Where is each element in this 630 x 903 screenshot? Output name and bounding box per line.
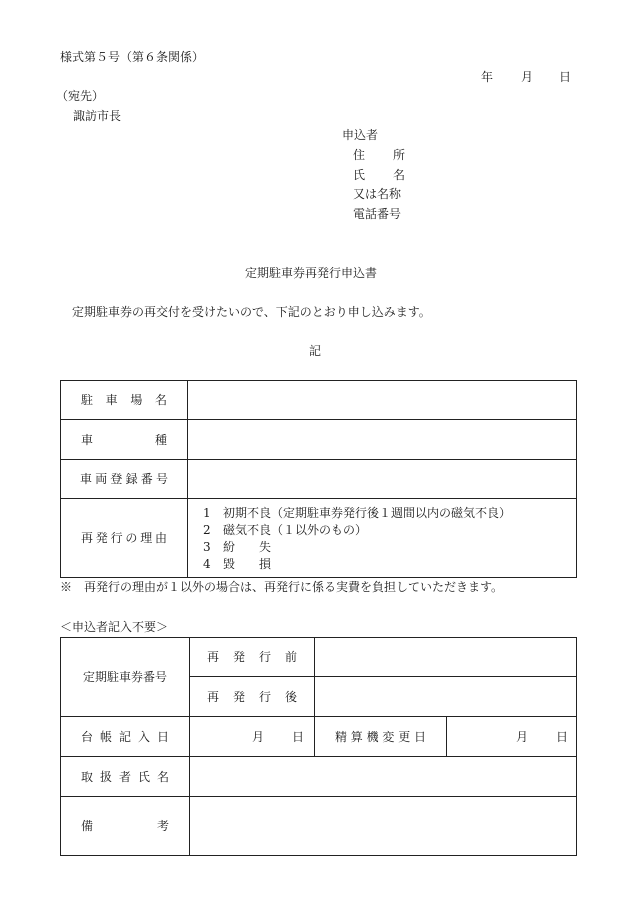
name-label: 氏 名 — [353, 168, 405, 182]
date-month-label: 月 — [521, 70, 534, 84]
remarks-field[interactable] — [190, 797, 577, 856]
before-reissue-field[interactable] — [315, 638, 577, 677]
application-table — [60, 380, 577, 578]
reissue-reason-label: 再 発 行 の 理 由 — [61, 499, 188, 578]
ticket-number-label: 定期駐車券番号 — [61, 638, 190, 717]
intro-text: 定期駐車券の再交付を受けたいので、下記のとおり申し込みます。 — [72, 305, 431, 319]
reason-option[interactable]: 3 紛 失 — [203, 539, 272, 554]
mayor-label: 諏訪市長 — [73, 109, 122, 123]
machine-change-date-field[interactable]: 月 日 — [447, 717, 577, 757]
phone-label: 電話番号 — [353, 207, 402, 221]
vehicle-type-field[interactable] — [188, 420, 577, 460]
office-use-only-label: ＜申込者記入不要＞ — [60, 620, 169, 634]
form-number: 様式第５号（第６条関係） — [60, 50, 205, 64]
registration-number-label: 車 両 登 録 番 号 — [61, 460, 188, 499]
ki-label: 記 — [309, 344, 322, 358]
after-reissue-label: 再 発 行 後 — [190, 677, 315, 717]
vehicle-type-label: 車 種 — [61, 420, 188, 460]
remarks-label: 備 考 — [61, 797, 190, 856]
ledger-entry-date-field[interactable]: 月 日 — [190, 717, 315, 757]
office-use-table — [60, 637, 577, 856]
document-title: 定期駐車券再発行申込書 — [245, 266, 378, 280]
handler-name-label: 取 扱 者 氏 名 — [61, 757, 190, 797]
date-year-label: 年 — [481, 70, 494, 84]
org-name-label: 又は名称 — [353, 187, 402, 201]
before-reissue-label: 再 発 行 前 — [190, 638, 315, 677]
date-day-label: 日 — [559, 70, 572, 84]
machine-change-date-label: 精 算 機 変 更 日 — [315, 717, 447, 757]
ledger-entry-date-label: 台 帳 記 入 日 — [61, 717, 190, 757]
reissue-reason-options — [188, 499, 577, 578]
registration-number-field[interactable] — [188, 460, 577, 499]
cost-note: ※ 再発行の理由が１以外の場合は、再発行に係る実費を負担していただきます。 — [60, 580, 504, 594]
reason-option[interactable]: 2 磁気不良（１以外のもの） — [203, 522, 368, 537]
handler-name-field[interactable] — [190, 757, 577, 797]
address-label: 住 所 — [353, 148, 405, 162]
parking-name-field[interactable] — [188, 381, 577, 420]
reason-option[interactable]: 1 初期不良（定期駐車券発行後１週間以内の磁気不良） — [203, 505, 512, 520]
after-reissue-field[interactable] — [315, 677, 577, 717]
addressee-label: （宛先） — [56, 89, 105, 103]
applicant-label: 申込者 — [342, 128, 379, 142]
parking-name-label: 駐 車 場 名 — [61, 381, 188, 420]
reason-option[interactable]: 4 毀 損 — [203, 556, 272, 571]
